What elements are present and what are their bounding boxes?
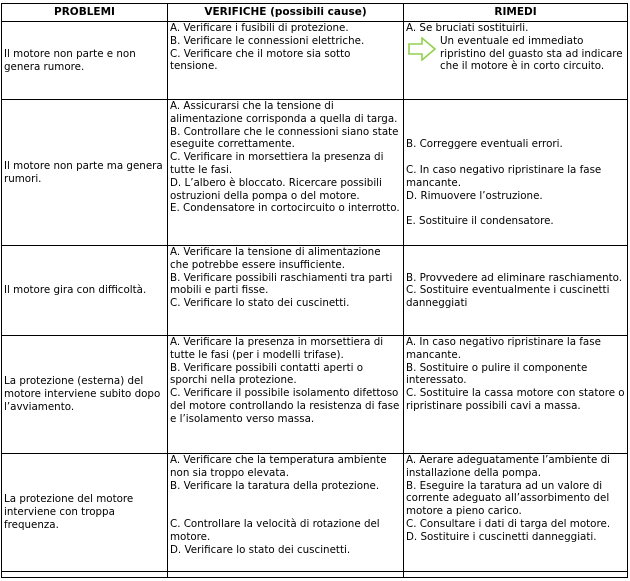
remedies-cell [404,336,628,454]
remedies-cell [404,22,628,100]
table-row [2,246,628,336]
check-item: A. Verificare i fusibili di protezione. [170,22,349,34]
remedy-item: E. Sostituire il condensatore. [406,215,554,228]
checks-cell [168,100,404,246]
remedies-cell [404,246,628,336]
problem-cell: La protezione (esterna) del motore interviene subito dopo l’avviamento. [2,336,168,454]
checks-cell [168,22,404,100]
remedy-item: C. Consultare i dati di targa del motore. [406,517,611,530]
check-item: C. Controllare la velocità di rotazione del motore. [170,517,380,543]
header-remedies: RIMEDI [404,4,628,22]
problem-cell: Il motore gira con difficoltà. [2,246,168,336]
check-item: C. Verificare lo stato dei cuscinetti. [170,297,350,310]
table-row [2,454,628,572]
header-row [2,4,628,22]
remedy-item: A. In caso negativo ripristinare la fase mancante. [406,336,601,361]
check-item: A. Verificare la presenza in morsettiera di tutte le fasi (per i modelli trifase). [170,336,384,361]
problem-cell: Il motore non parte ma genera rumori. [2,100,168,246]
remedy-item: B. Provvedere ad eliminare raschiamento. [406,271,623,284]
check-item: B. Verificare possibili raschiamenti tra parti mobili e parti fisse. [170,271,393,297]
header-checks: VERIFICHE (possibili cause) [168,4,404,22]
remedy-item: C. Sostituire eventualmente i cuscinetti danneggiati [406,284,610,310]
checks-cell [168,246,404,336]
checks-cell [168,336,404,454]
problem-cell: La protezione del motore interviene con troppa frequenza. [2,454,168,572]
remedy-item: C. Sostituire la cassa motore con statore o ripristinare possibili cavi a massa. [406,387,625,412]
checks-cell [168,454,404,572]
check-item: B. Controllare che le connessioni siano state eseguite correttamente. [170,125,399,151]
remedy-item: B. Sostituire o pulire il componente interessato. [406,361,588,387]
remedies-cell [404,100,628,246]
troubleshooting-table [1,3,628,578]
remedy-item: A. Aerare adeguatamente l’ambiente di installazione della pompa. [406,454,610,479]
table-row [2,22,628,100]
remedy-item: B. Correggere eventuali errori. [406,138,563,151]
check-item: B. Verificare la taratura della protezione. [170,479,380,492]
check-item: C. Verificare che il motore sia sotto tensione. [170,47,351,73]
check-item: C. Verificare in morsettiera la presenza di tutte le fasi. [170,151,384,176]
check-item: B. Verificare le connessioni elettriche. [170,34,365,47]
right-arrow-icon [408,37,436,61]
remedy-item: D. Sostituire i cuscinetti danneggiati. [406,530,597,543]
remedies-cell [404,454,628,572]
check-item: C. Verificare il possibile isolamento difettoso del motore controllando la resistenza di fase e l’isolamento verso massa. [170,387,400,425]
remedy-note: Un eventuale ed immediato ripristino del guasto sta ad indicare che il motore è in corto circuito. [440,34,623,73]
check-item: A. Assicurarsi che la tensione di alimentazione corrisponda a quella di targa. [170,100,398,125]
check-item: B. Verificare possibili contatti aperti o sporchi nella protezione. [170,361,364,387]
problem-cell: Il motore non parte e non genera rumore. [2,22,168,100]
remedy-item: C. In caso negativo ripristinare la fase mancante. [406,163,602,189]
check-item: E. Condensatore in cortocircuito o interrotto. [170,202,400,215]
check-item: A. Verificare la tensione di alimentazione che potrebbe essere insufficiente. [170,246,381,271]
remedy-item: B. Eseguire la taratura ad un valore di corrente adeguato all’assorbimento del motore a pieno carico. [406,479,610,518]
header-problems: PROBLEMI [2,4,168,22]
table-row-partial [2,572,628,578]
remedy-item: D. Rimuovere l’ostruzione. [406,189,543,202]
table-row [2,336,628,454]
remedy-item: A. Se bruciati sostituirli. [406,22,529,34]
check-item: D. L’albero è bloccato. Ricercare possibili ostruzioni della pompa o del motore. [170,176,382,202]
check-item: A. Verificare che la temperatura ambiente non sia troppo elevata. [170,454,387,479]
table-row [2,100,628,246]
check-item: D. Verificare lo stato dei cuscinetti. [170,543,351,556]
